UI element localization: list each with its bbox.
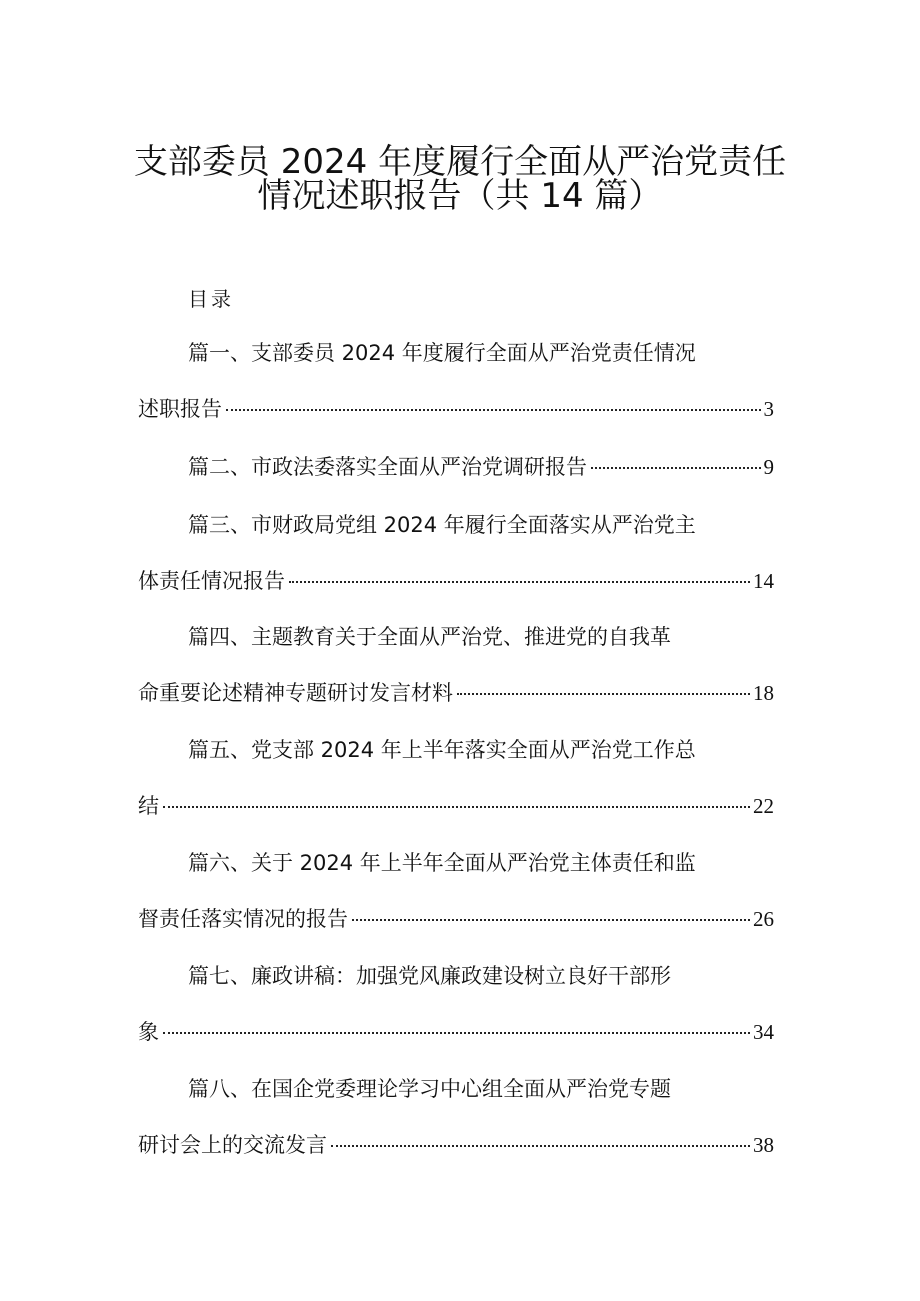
toc-entry-7-page-number: 34 (753, 1020, 774, 1044)
toc-entry-1[interactable] (138, 394, 774, 424)
toc-entry-4[interactable] (138, 678, 774, 708)
toc-entry-7-line-1: 篇七、廉政讲稿：加强党风廉政建设树立良好干部形 (188, 964, 671, 988)
toc-entry-8[interactable] (138, 1130, 774, 1160)
toc-entry-1-line-2: 述职报告 (138, 397, 222, 421)
toc-entry-6-page-number: 26 (753, 907, 774, 931)
toc-entry-7[interactable] (138, 1017, 774, 1047)
toc-entry-4-line-2: 命重要论述精神专题研讨发言材料 (138, 681, 453, 705)
toc-entry-4-line-1: 篇四、主题教育关于全面从严治党、推进党的自我革 (188, 625, 671, 649)
toc-entry-5-page-number: 22 (753, 794, 774, 818)
toc-leader-dots (226, 409, 761, 411)
toc-entry-5[interactable] (138, 791, 774, 821)
toc-entry-3-line-2: 体责任情况报告 (138, 569, 285, 593)
toc-entry-3-line-1: 篇三、市财政局党组 2024 年履行全面落实从严治党主 (188, 513, 696, 537)
toc-entry-8-line-2: 研讨会上的交流发言 (138, 1133, 327, 1157)
toc-entry-8-page-number: 38 (753, 1133, 774, 1157)
toc-entry-5-line-2: 结 (138, 794, 159, 818)
document-title-line-2: 情况述职报告（共 14 篇） (257, 176, 663, 216)
toc-entry-3-page-number: 14 (753, 569, 774, 593)
toc-entry-1-page-number: 3 (763, 397, 774, 421)
toc-leader-dots (352, 919, 750, 921)
toc-entry-6-line-1: 篇六、关于 2024 年上半年全面从严治党主体责任和监 (188, 851, 696, 875)
document-title-line-1: 支部委员 2024 年度履行全面从严治党责任 (133, 142, 787, 182)
toc-entry-6[interactable] (138, 904, 774, 934)
toc-entry-6-line-2: 督责任落实情况的报告 (138, 907, 348, 931)
toc-leader-dots (163, 1032, 750, 1034)
toc-entry-2[interactable] (188, 452, 774, 482)
toc-leader-dots (591, 467, 761, 469)
toc-entry-7-line-2: 象 (138, 1020, 159, 1044)
toc-leader-dots (163, 806, 750, 808)
toc-entry-2-line-1: 篇二、市政法委落实全面从严治党调研报告 (188, 455, 587, 479)
toc-leader-dots (457, 693, 750, 695)
toc-entry-1-line-1: 篇一、支部委员 2024 年度履行全面从严治党责任情况 (188, 341, 696, 365)
toc-entry-8-line-1: 篇八、在国企党委理论学习中心组全面从严治党专题 (188, 1077, 671, 1101)
toc-entry-2-page-number: 9 (763, 455, 774, 479)
toc-leader-dots (289, 581, 750, 583)
toc-heading: 目录 (188, 287, 234, 311)
toc-entry-4-page-number: 18 (753, 681, 774, 705)
toc-leader-dots (331, 1145, 750, 1147)
toc-entry-3[interactable] (138, 566, 774, 596)
toc-entry-5-line-1: 篇五、党支部 2024 年上半年落实全面从严治党工作总 (188, 738, 696, 762)
